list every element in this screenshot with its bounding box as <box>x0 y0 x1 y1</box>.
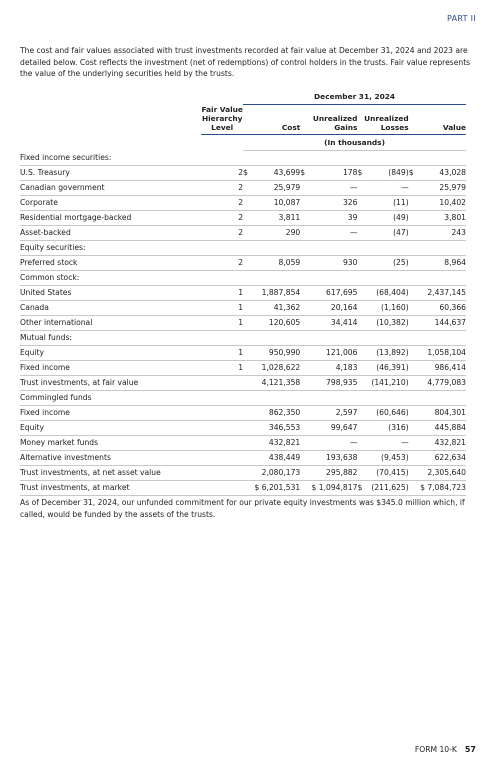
row-cost: 438,449 <box>254 450 300 465</box>
currency-symbol <box>300 240 311 255</box>
row-label: Fixed income <box>20 405 201 420</box>
currency-symbol <box>300 210 311 225</box>
row-cost: 120,605 <box>254 315 300 330</box>
table-row <box>20 435 466 450</box>
currency-symbol <box>243 465 254 480</box>
row-losses: (47) <box>369 225 409 240</box>
table-row <box>20 300 466 315</box>
currency-symbol <box>300 450 311 465</box>
row-cost: 25,979 <box>254 180 300 195</box>
currency-symbol <box>357 360 368 375</box>
row-level <box>201 375 243 390</box>
part-label: PART II <box>446 14 476 23</box>
row-losses: (1,160) <box>369 300 409 315</box>
outro-paragraph: As of December 31, 2024, our unfunded commitment for our private equity investments was $345.0 million which, if called, would be funded by the assets of the trusts. <box>20 498 465 519</box>
currency-symbol <box>300 435 311 450</box>
period-header: December 31, 2024 <box>243 90 466 104</box>
currency-symbol <box>409 480 420 495</box>
currency-symbol <box>243 390 254 405</box>
row-losses: (849) <box>369 165 409 180</box>
table-row <box>20 465 466 480</box>
row-level: 2 <box>201 180 243 195</box>
row-cost: 950,990 <box>254 345 300 360</box>
row-level <box>201 270 243 285</box>
row-level: 1 <box>201 360 243 375</box>
currency-symbol <box>357 285 368 300</box>
currency-symbol <box>300 420 311 435</box>
row-level: 1 <box>201 345 243 360</box>
table-row <box>20 405 466 420</box>
row-level <box>201 480 243 495</box>
row-level <box>201 390 243 405</box>
row-gains: 326 <box>312 195 358 210</box>
currency-symbol <box>409 390 420 405</box>
row-level <box>201 405 243 420</box>
table-row <box>20 390 466 405</box>
row-gains: — <box>312 435 358 450</box>
row-losses: (49) <box>369 210 409 225</box>
row-cost: 290 <box>254 225 300 240</box>
row-label: Fixed income securities: <box>20 150 201 165</box>
row-gains: 99,647 <box>312 420 358 435</box>
currency-symbol <box>357 315 368 330</box>
table-header-period-row <box>20 90 466 104</box>
row-cost <box>254 240 300 255</box>
row-value: 4,779,083 <box>420 375 466 390</box>
currency-symbol <box>357 435 368 450</box>
row-value: 1,058,104 <box>420 345 466 360</box>
currency-symbol <box>243 360 254 375</box>
currency-symbol <box>409 375 420 390</box>
row-gains: — <box>312 180 358 195</box>
currency-symbol <box>243 180 254 195</box>
row-label: Commingled funds <box>20 390 201 405</box>
value-column-header: Value <box>409 104 466 134</box>
row-losses <box>369 240 409 255</box>
table-header-units-row <box>20 134 466 150</box>
row-cost <box>254 270 300 285</box>
row-gains: 798,935 <box>312 375 358 390</box>
currency-symbol <box>357 255 368 270</box>
currency-symbol <box>300 390 311 405</box>
row-value: $ 7,084,723 <box>420 480 466 495</box>
currency-symbol <box>300 405 311 420</box>
currency-symbol <box>357 150 368 165</box>
row-losses: (13,892) <box>369 345 409 360</box>
currency-symbol <box>243 480 254 495</box>
currency-symbol <box>300 345 311 360</box>
currency-symbol <box>357 465 368 480</box>
cost-column-header: Cost <box>243 104 300 134</box>
row-gains: 34,414 <box>312 315 358 330</box>
table-row <box>20 420 466 435</box>
page-footer <box>415 745 476 754</box>
row-label: Corporate <box>20 195 201 210</box>
currency-symbol <box>300 480 311 495</box>
row-level <box>201 450 243 465</box>
currency-symbol <box>243 255 254 270</box>
currency-symbol <box>409 150 420 165</box>
currency-symbol <box>409 180 420 195</box>
currency-symbol <box>409 315 420 330</box>
currency-symbol <box>300 285 311 300</box>
currency-symbol <box>409 330 420 345</box>
currency-symbol <box>357 270 368 285</box>
row-value: 622,634 <box>420 450 466 465</box>
row-gains <box>312 270 358 285</box>
row-gains: 178 <box>312 165 358 180</box>
row-level <box>201 150 243 165</box>
row-label: Money market funds <box>20 435 201 450</box>
row-losses: (316) <box>369 420 409 435</box>
row-cost: 8,059 <box>254 255 300 270</box>
row-cost <box>254 150 300 165</box>
currency-symbol <box>409 240 420 255</box>
row-level: 2 <box>201 255 243 270</box>
currency-symbol <box>357 300 368 315</box>
row-label: Alternative investments <box>20 450 201 465</box>
currency-symbol <box>409 420 420 435</box>
row-label: United States <box>20 285 201 300</box>
row-level <box>201 420 243 435</box>
row-label: U.S. Treasury <box>20 165 201 180</box>
row-gains: 121,006 <box>312 345 358 360</box>
row-cost: 1,028,622 <box>254 360 300 375</box>
currency-symbol <box>409 465 420 480</box>
currency-symbol <box>243 210 254 225</box>
table-row <box>20 375 466 390</box>
row-label: Fixed income <box>20 360 201 375</box>
row-label: Equity securities: <box>20 240 201 255</box>
row-label: Residential mortgage-backed <box>20 210 201 225</box>
currency-symbol <box>357 195 368 210</box>
row-label: Asset-backed <box>20 225 201 240</box>
row-label: Trust investments, at market <box>20 480 201 495</box>
currency-symbol <box>243 435 254 450</box>
row-value: 2,305,640 <box>420 465 466 480</box>
table-row <box>20 255 466 270</box>
row-losses <box>369 330 409 345</box>
row-value: 43,028 <box>420 165 466 180</box>
currency-symbol <box>300 330 311 345</box>
row-value <box>420 390 466 405</box>
row-losses: (68,404) <box>369 285 409 300</box>
currency-symbol <box>243 195 254 210</box>
currency-symbol <box>409 210 420 225</box>
currency-symbol <box>243 150 254 165</box>
currency-symbol <box>357 180 368 195</box>
losses-column-header: Unrealized Losses <box>357 104 408 134</box>
currency-symbol <box>300 270 311 285</box>
table-row <box>20 345 466 360</box>
table-row <box>20 480 466 495</box>
currency-symbol <box>300 300 311 315</box>
row-value: 144,637 <box>420 315 466 330</box>
currency-symbol <box>300 195 311 210</box>
currency-symbol <box>357 240 368 255</box>
row-losses: (11) <box>369 195 409 210</box>
row-label: Canada <box>20 300 201 315</box>
table-row <box>20 180 466 195</box>
currency-symbol <box>409 405 420 420</box>
row-label: Trust investments, at fair value <box>20 375 201 390</box>
row-level <box>201 435 243 450</box>
table-row <box>20 210 466 225</box>
row-losses <box>369 150 409 165</box>
currency-symbol <box>300 360 311 375</box>
trust-investments-table <box>20 90 466 496</box>
row-label: Preferred stock <box>20 255 201 270</box>
currency-symbol <box>243 300 254 315</box>
level-column-header: Fair Value Hierarchy Level <box>201 104 243 134</box>
row-losses: (46,391) <box>369 360 409 375</box>
row-value: 432,821 <box>420 435 466 450</box>
currency-symbol <box>357 345 368 360</box>
row-cost <box>254 330 300 345</box>
row-label: Equity <box>20 420 201 435</box>
row-level: 2 <box>201 195 243 210</box>
row-cost: 432,821 <box>254 435 300 450</box>
row-gains: 4,183 <box>312 360 358 375</box>
row-level: 2 <box>201 165 243 180</box>
row-cost: 1,887,854 <box>254 285 300 300</box>
currency-symbol <box>357 330 368 345</box>
table-row <box>20 240 466 255</box>
row-cost: 346,553 <box>254 420 300 435</box>
table-row <box>20 285 466 300</box>
currency-symbol <box>300 255 311 270</box>
row-cost: 3,811 <box>254 210 300 225</box>
currency-symbol: $ <box>357 480 368 495</box>
row-level <box>201 465 243 480</box>
row-gains: 2,597 <box>312 405 358 420</box>
row-level: 2 <box>201 210 243 225</box>
row-value: 986,414 <box>420 360 466 375</box>
row-label: Common stock: <box>20 270 201 285</box>
row-level: 1 <box>201 315 243 330</box>
row-gains <box>312 390 358 405</box>
row-level: 1 <box>201 300 243 315</box>
currency-symbol <box>243 375 254 390</box>
currency-symbol <box>243 450 254 465</box>
row-losses <box>369 270 409 285</box>
row-level <box>201 330 243 345</box>
currency-symbol: $ <box>300 165 311 180</box>
table-body <box>20 150 466 495</box>
row-cost: 10,087 <box>254 195 300 210</box>
row-cost: 43,699 <box>254 165 300 180</box>
row-level: 2 <box>201 225 243 240</box>
row-losses: (9,453) <box>369 450 409 465</box>
row-value <box>420 270 466 285</box>
row-losses: (25) <box>369 255 409 270</box>
row-gains: 39 <box>312 210 358 225</box>
row-label: Canadian government <box>20 180 201 195</box>
row-cost: 41,362 <box>254 300 300 315</box>
currency-symbol <box>243 285 254 300</box>
units-header: (In thousands) <box>243 134 466 150</box>
row-label: Equity <box>20 345 201 360</box>
row-value: 804,301 <box>420 405 466 420</box>
currency-symbol <box>300 225 311 240</box>
currency-symbol <box>243 270 254 285</box>
currency-symbol <box>300 465 311 480</box>
row-cost: 4,121,358 <box>254 375 300 390</box>
table-row <box>20 225 466 240</box>
currency-symbol <box>300 150 311 165</box>
row-cost: $ 6,201,531 <box>254 480 300 495</box>
currency-symbol <box>409 195 420 210</box>
currency-symbol <box>409 285 420 300</box>
currency-symbol <box>357 210 368 225</box>
currency-symbol <box>243 330 254 345</box>
row-value: 3,801 <box>420 210 466 225</box>
table-row <box>20 450 466 465</box>
form-label: FORM 10-K <box>414 745 457 754</box>
row-gains: $ 1,094,817 <box>312 480 358 495</box>
gains-column-header: Unrealized Gains <box>300 104 357 134</box>
row-value: 25,979 <box>420 180 466 195</box>
row-cost: 2,080,173 <box>254 465 300 480</box>
row-losses: (70,415) <box>369 465 409 480</box>
row-value: 60,366 <box>420 300 466 315</box>
row-label: Mutual funds: <box>20 330 201 345</box>
row-value: 8,964 <box>420 255 466 270</box>
currency-symbol <box>409 270 420 285</box>
row-cost <box>254 390 300 405</box>
row-gains <box>312 150 358 165</box>
table-row <box>20 270 466 285</box>
currency-symbol <box>243 345 254 360</box>
currency-symbol <box>357 225 368 240</box>
row-losses: (60,646) <box>369 405 409 420</box>
row-level <box>201 240 243 255</box>
row-gains: 617,695 <box>312 285 358 300</box>
currency-symbol: $ <box>409 165 420 180</box>
currency-symbol <box>409 345 420 360</box>
row-value: 2,437,145 <box>420 285 466 300</box>
row-losses: (141,210) <box>369 375 409 390</box>
currency-symbol <box>409 225 420 240</box>
table-row <box>20 195 466 210</box>
table-row <box>20 330 466 345</box>
page-number: 57 <box>464 745 476 754</box>
currency-symbol <box>409 450 420 465</box>
row-gains: 930 <box>312 255 358 270</box>
row-value: 243 <box>420 225 466 240</box>
currency-symbol <box>409 360 420 375</box>
currency-symbol <box>300 315 311 330</box>
table-row <box>20 315 466 330</box>
currency-symbol <box>243 420 254 435</box>
table-header-columns-row <box>20 104 466 134</box>
currency-symbol <box>357 375 368 390</box>
row-value: 445,884 <box>420 420 466 435</box>
currency-symbol <box>409 300 420 315</box>
currency-symbol <box>357 450 368 465</box>
row-cost: 862,350 <box>254 405 300 420</box>
row-losses <box>369 390 409 405</box>
row-value <box>420 330 466 345</box>
currency-symbol <box>409 255 420 270</box>
table-row <box>20 165 466 180</box>
currency-symbol <box>243 240 254 255</box>
row-label: Trust investments, at net asset value <box>20 465 201 480</box>
currency-symbol <box>357 420 368 435</box>
row-gains <box>312 240 358 255</box>
currency-symbol <box>409 435 420 450</box>
row-losses: — <box>369 435 409 450</box>
row-value <box>420 150 466 165</box>
currency-symbol <box>243 315 254 330</box>
row-gains: 295,882 <box>312 465 358 480</box>
row-losses: (10,382) <box>369 315 409 330</box>
currency-symbol <box>243 225 254 240</box>
row-gains: 20,164 <box>312 300 358 315</box>
row-losses: — <box>369 180 409 195</box>
row-gains: — <box>312 225 358 240</box>
currency-symbol <box>300 180 311 195</box>
currency-symbol <box>243 405 254 420</box>
currency-symbol <box>300 375 311 390</box>
table-row <box>20 150 466 165</box>
row-value <box>420 240 466 255</box>
row-gains: 193,638 <box>312 450 358 465</box>
currency-symbol <box>357 390 368 405</box>
row-value: 10,402 <box>420 195 466 210</box>
currency-symbol: $ <box>357 165 368 180</box>
currency-symbol: $ <box>243 165 254 180</box>
row-losses: (211,625) <box>369 480 409 495</box>
row-gains <box>312 330 358 345</box>
intro-paragraph: The cost and fair values associated with trust investments recorded at fair value at December 31, 2024 and 2023 are detailed below. Cost reflects the investment (net of redemptions) of control holders in the trusts. Fair value represents the value of the underlying securities held by the trusts. <box>20 46 471 78</box>
table-row <box>20 360 466 375</box>
row-label: Other international <box>20 315 201 330</box>
currency-symbol <box>357 405 368 420</box>
row-level: 1 <box>201 285 243 300</box>
